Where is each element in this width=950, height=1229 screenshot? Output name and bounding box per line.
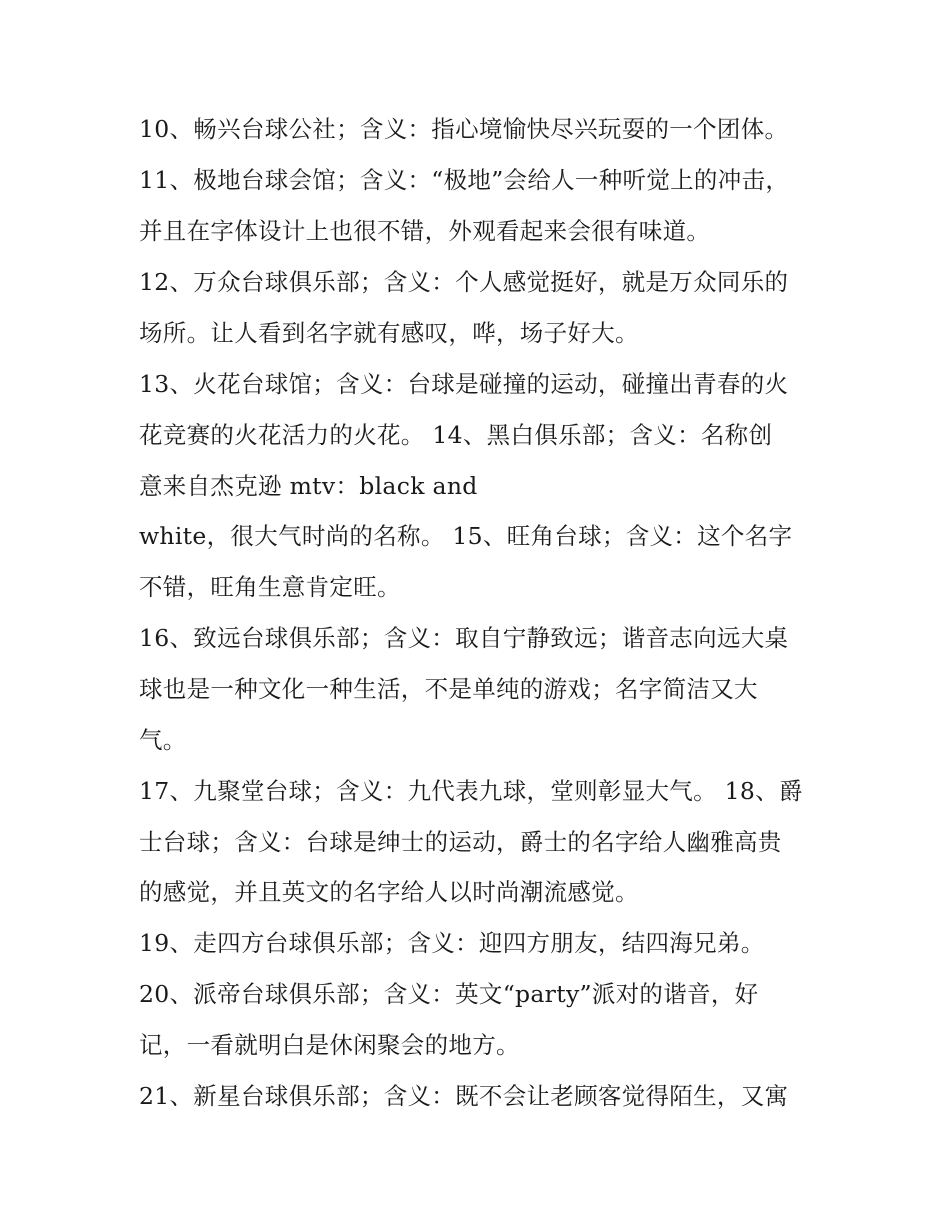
text-line-8: 意来自杰克逊 mtv：black and [139,472,478,500]
text-line-9: white，很大气时尚的名称。 15、旺角台球；含义：这个名字 [139,522,793,550]
text-line-7: 花竞赛的火花活力的火花。 14、黑白俱乐部；含义：名称创 [139,421,773,449]
text-line-2: 11、极地台球会馆；含义：“极地”会给人一种听觉上的冲击， [139,166,790,194]
text-line-6: 13、火花台球馆；含义：台球是碰撞的运动，碰撞出青春的火 [139,370,789,398]
text-line-20: 21、新星台球俱乐部；含义：既不会让老顾客觉得陌生，又寓 [139,1082,789,1110]
text-line-10: 不错，旺角生意肯定旺。 [139,573,401,601]
text-line-16: 的感觉，并且英文的名字给人以时尚潮流感觉。 [139,878,639,906]
text-line-11: 16、致远台球俱乐部；含义：取自宁静致远；谐音志向远大桌 [139,624,789,652]
text-line-18: 20、派帝台球俱乐部；含义：英文“party”派对的谐音，好 [139,980,759,1008]
text-line-5: 场所。让人看到名字就有感叹，哗，场子好大。 [139,319,639,347]
text-line-15: 士台球；含义：台球是绅士的运动，爵士的名字给人幽雅高贵 [139,828,782,856]
text-line-12: 球也是一种文化一种生活，不是单纯的游戏；名字简洁又大 [139,675,758,703]
text-line-4: 12、万众台球俱乐部；含义：个人感觉挺好，就是万众同乐的 [139,268,789,296]
text-line-17: 19、走四方台球俱乐部；含义：迎四方朋友，结四海兄弟。 [139,929,765,957]
text-line-3: 并且在字体设计上也很不错，外观看起来会很有味道。 [139,217,711,245]
text-line-1: 10、畅兴台球公社；含义：指心境愉快尽兴玩耍的一个团体。 [139,115,789,143]
text-line-14: 17、九聚堂台球；含义：九代表九球，堂则彰显大气。 18、爵 [139,777,803,805]
text-line-13: 气。 [139,726,187,754]
text-line-19: 记，一看就明白是休闲聚会的地方。 [139,1031,520,1059]
